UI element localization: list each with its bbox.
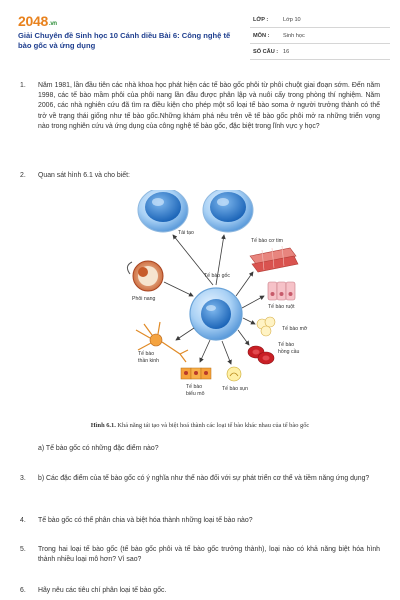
question-text: Tế bào gốc có thể phân chia và biệt hóa thành những loại tế bào nào? [38, 517, 253, 524]
question-number: 4. [20, 517, 26, 524]
label-red-blood-cell: Tế bào hồng cầu [278, 342, 300, 355]
question-number: 3. [20, 475, 26, 482]
stem-cell-renewed-left [138, 190, 188, 232]
epithelial-cell-image [181, 368, 211, 379]
meta-row-class [250, 12, 390, 28]
meta-row-count [250, 44, 390, 60]
document-title: Giải Chuyên đề Sinh học 10 Cánh diều Bài 6: Công nghệ tế bào gốc và ứng dụng [18, 31, 231, 50]
figure-stem-cell-diagram [118, 190, 348, 415]
caption-label: Hình 6.1. [90, 422, 116, 429]
caption-text: Khả năng tái tạo và biệt hoá thành các loại tế bào khác nhau của tế bào gốc [115, 422, 310, 429]
embryo-arrow [164, 282, 193, 296]
label-stem-cell: Tế bào gốc [204, 273, 230, 279]
blastocyst-image [127, 261, 163, 291]
arrow-to-fat [243, 318, 255, 324]
meta-value: 16 [283, 49, 290, 55]
question-number: 1. [20, 82, 26, 89]
meta-key: SỐ CÂU : [253, 49, 279, 55]
meta-table [250, 12, 390, 60]
meta-value: Sinh học [283, 33, 305, 39]
question-text: Trong hai loại tế bào gốc (tế bào gốc phôi và tế bào gốc trưởng thành), loại nào có khả năng biệt hóa hình thành nhiều loại mô hơn? Vì sao? [38, 546, 380, 564]
figure-caption [0, 422, 400, 429]
cardiac-muscle-cell-image [250, 246, 298, 272]
label-intestinal-cell: Tế bào ruột [268, 304, 295, 310]
meta-key: LỚP : [253, 17, 269, 23]
question-text: Hãy nêu các tiêu chí phân loại tế bào gốc. [38, 587, 167, 594]
question-text: Quan sát hình 6.1 và cho biết: [38, 172, 130, 179]
label-cardiac-cell: Tế bào cơ tim [251, 238, 283, 244]
central-stem-cell [190, 288, 242, 340]
question-number: 6. [20, 587, 26, 594]
question-number: 5. [20, 546, 26, 553]
question-text: Năm 1981, lần đầu tiên các nhà khoa học phát hiện các tế bào gốc phôi từ phôi chuột giai đoạn sớm. Đến năm 1998, các tế bào mầm phôi của phôi nang lần đầu được phân lập và nuôi cấy trong phòng thí nghiệm. Năm 2006, các nhà nghiên cứu đã tìm ra điều kiện cho phép một số loại tế bào soma ở người trưởng thành có thể trở về trạng thái giống như tế bào gốc.Những khám phá nêu trên về tế bào gốc phôi mở ra những triển vọng nào trong nghiên cứu và ứng dụng của công nghệ tế bào gốc, đặc biệt trong lĩnh vực y học? [38, 82, 380, 130]
arrow-to-cartilage [222, 341, 231, 364]
red-blood-cell-image [248, 346, 274, 364]
label-blastocyst: Phôi nang [132, 296, 156, 302]
logo-number: 2048 [18, 13, 48, 29]
site-logo[interactable] [18, 13, 57, 29]
cartilage-cell-image [227, 367, 241, 381]
label-epithelial-cell-1: Tế bào [186, 384, 203, 390]
stem-cell-diagram [118, 190, 348, 415]
meta-value: Lớp 10 [283, 17, 301, 23]
question-number: 2. [20, 172, 26, 179]
stem-cell-renewed-right [203, 190, 253, 232]
label-fat-cell: Tế bào mỡ [282, 326, 308, 332]
arrow-to-neuron [176, 328, 194, 340]
fat-cell-image [257, 317, 275, 336]
question-text: a) Tế bào gốc có những đặc điểm nào? [38, 445, 159, 452]
page-header [0, 0, 400, 62]
logo-domain: .vn [48, 21, 57, 27]
intestinal-cell-image [268, 282, 295, 300]
arrow-to-intestinal [242, 296, 264, 308]
arrow-to-cardiac [236, 272, 253, 296]
arrow-to-epithelial [200, 340, 210, 362]
meta-key: MÔN : [253, 33, 270, 39]
arrow-to-blood [238, 330, 249, 345]
label-epithelial-cell: biểu mô [186, 391, 205, 397]
label-neuron: Tế bào thần kinh [138, 351, 160, 364]
label-renewal: Tái tạo [178, 230, 194, 236]
question-text: b) Các đặc điểm của tế bào gốc có ý nghĩa như thế nào đối với sự phát triển cơ thể và tiềm năng ứng dụng? [38, 475, 370, 482]
meta-row-subject [250, 28, 390, 44]
label-cartilage-cell: Tế bào sụn [222, 386, 248, 392]
